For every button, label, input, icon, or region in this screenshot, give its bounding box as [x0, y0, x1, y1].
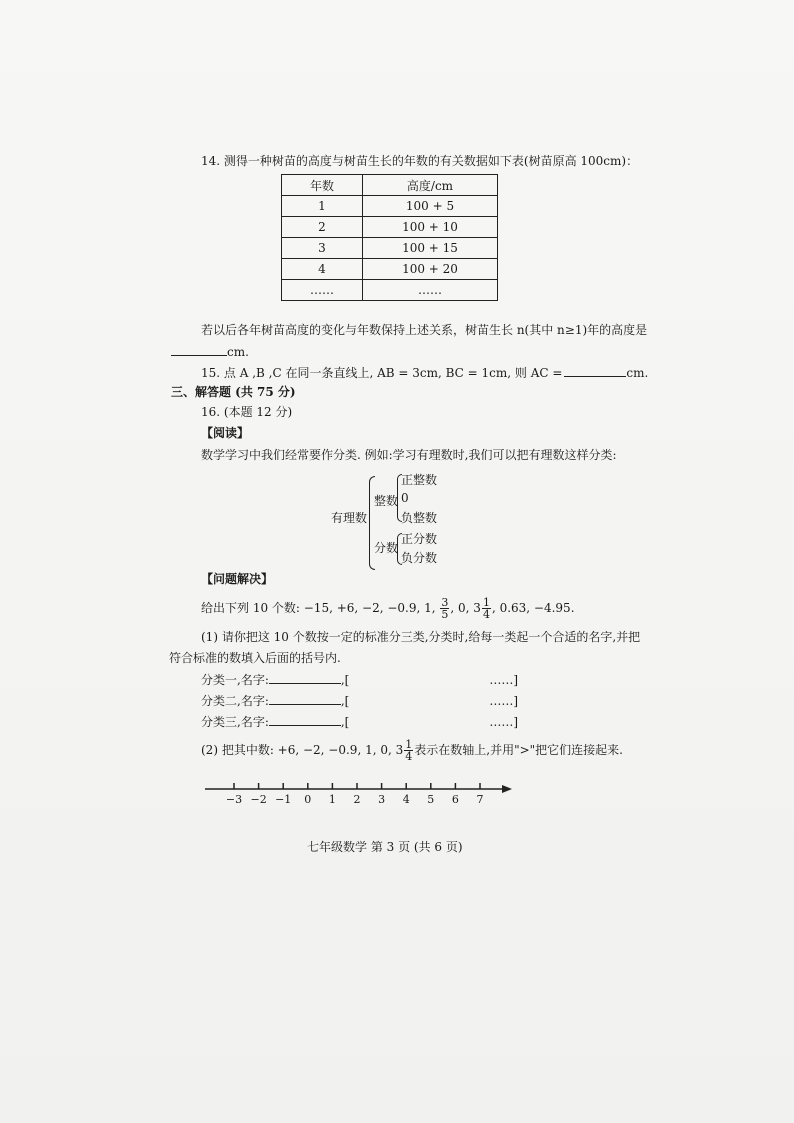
part1-line1: (1) 请你把这 10 个数按一定的标准分三类,分类时,给每一类起一个合适的名字,并把	[201, 630, 641, 644]
tree-negative-fraction: 负分数	[401, 551, 438, 565]
axis-tick-label: 0	[304, 793, 312, 806]
axis-tick-label: −2	[250, 793, 267, 806]
table-cell: 2	[282, 217, 363, 238]
q14-answer-blank[interactable]	[171, 343, 227, 356]
q15-line	[201, 364, 648, 382]
table-cell: 4	[282, 259, 363, 280]
read-title: 【阅读】	[201, 426, 250, 440]
table-cell: 100 + 5	[363, 196, 498, 217]
table-header-row	[282, 175, 498, 196]
tree-positive-fraction: 正分数	[401, 532, 438, 546]
tree-integer: 整数	[374, 494, 399, 508]
q15-unit: cm.	[626, 366, 649, 380]
axis-arrow	[502, 785, 512, 793]
table-cell: 1	[282, 196, 363, 217]
table-cell: 3	[282, 238, 363, 259]
read-text: 数学学习中我们经常要作分类. 例如:学习有理数时,我们可以把有理数这样分类:	[201, 448, 617, 462]
q15-answer-blank[interactable]	[564, 364, 626, 377]
axis-tick-label: 7	[476, 793, 484, 806]
table-cell: 100 + 20	[363, 259, 498, 280]
table-cell: 100 + 10	[363, 217, 498, 238]
table-row	[282, 217, 498, 238]
q16-header: 16. (本题 12 分)	[201, 405, 293, 419]
frac-three-fifths: $\frac{3}{5}$	[441, 596, 449, 621]
part1-line2: 符合标准的数填入后面的括号内.	[169, 651, 341, 665]
frac-one-quarter: $\frac{1}{4}$	[482, 596, 490, 621]
q14-unit: cm.	[227, 345, 249, 359]
section3-title: 三、解答题 (共 75 分)	[171, 385, 296, 399]
axis-tick-label: 5	[427, 793, 435, 806]
category-row-1	[201, 671, 518, 689]
given-mid: , 0, 3	[450, 601, 481, 615]
category-label: 分类一,名字:	[201, 673, 269, 687]
page-footer: 七年级数学 第 3 页 (共 6 页)	[307, 840, 463, 854]
table-cell: 100 + 15	[363, 238, 498, 259]
category-row-2	[201, 692, 518, 710]
table-row	[282, 280, 498, 301]
bracket-open: ,[	[340, 694, 350, 708]
table-cell: ……	[282, 280, 363, 301]
part2-suffix: 表示在数轴上,并用">"把它们连接起来.	[414, 743, 623, 757]
table-row	[282, 196, 498, 217]
tree-positive-integer: 正整数	[401, 473, 438, 487]
part2-prefix: (2) 把其中数: +6, −2, −0.9, 1, 0, 3	[201, 743, 404, 757]
axis-tick-label: 3	[378, 793, 386, 806]
bracket-close: ……]	[489, 673, 519, 687]
tree-fraction: 分数	[374, 541, 399, 555]
axis-tick-label: 4	[402, 793, 410, 806]
bracket-close: ……]	[489, 715, 519, 729]
bracket-close: ……]	[489, 694, 519, 708]
part2-text	[201, 738, 623, 762]
category-name-blank[interactable]	[269, 692, 341, 705]
q14-table	[281, 174, 498, 301]
tree-zero: 0	[401, 491, 409, 505]
table-header-cell: 年数	[282, 175, 363, 196]
category-name-blank[interactable]	[269, 671, 341, 684]
table-cell: ……	[363, 280, 498, 301]
q14-answer-line	[171, 343, 249, 361]
category-label: 分类二,名字:	[201, 694, 269, 708]
table-row	[282, 238, 498, 259]
part2-frac: $\frac{1}{4}$	[405, 738, 413, 763]
category-label: 分类三,名字:	[201, 715, 269, 729]
axis-tick-label: 1	[328, 793, 336, 806]
given-prefix: 给出下列 10 个数: −15, +6, −2, −0.9, 1,	[201, 601, 436, 615]
axis-tick-label: −3	[225, 793, 243, 806]
category-name-blank[interactable]	[269, 713, 341, 726]
bracket-open: ,[	[340, 715, 350, 729]
q15-text: 15. 点 A ,B ,C 在同一条直线上, AB = 3cm, BC = 1cm, 则 AC =	[201, 366, 563, 380]
category-row-3	[201, 713, 518, 731]
axis-tick-label: 6	[451, 793, 459, 806]
tree-negative-integer: 负整数	[401, 511, 438, 525]
table-row	[282, 259, 498, 280]
given-suffix: , 0.63, −4.95.	[491, 601, 575, 615]
q14-follow-text: 若以后各年树苗高度的变化与年数保持上述关系，树苗生长 n(其中 n≥1)年的高度是	[201, 323, 648, 337]
axis-tick-label: 2	[353, 793, 361, 806]
given-numbers	[201, 596, 575, 620]
table-header-cell: 高度/cm	[363, 175, 498, 196]
axis-tick-label: −1	[275, 793, 292, 806]
bracket-open: ,[	[340, 673, 350, 687]
tree-root: 有理数	[331, 511, 368, 525]
q14-stem: 14. 测得一种树苗的高度与树苗生长的年数的有关数据如下表(树苗原高 100cm)：	[201, 154, 639, 168]
solve-title: 【问题解决】	[201, 572, 274, 586]
